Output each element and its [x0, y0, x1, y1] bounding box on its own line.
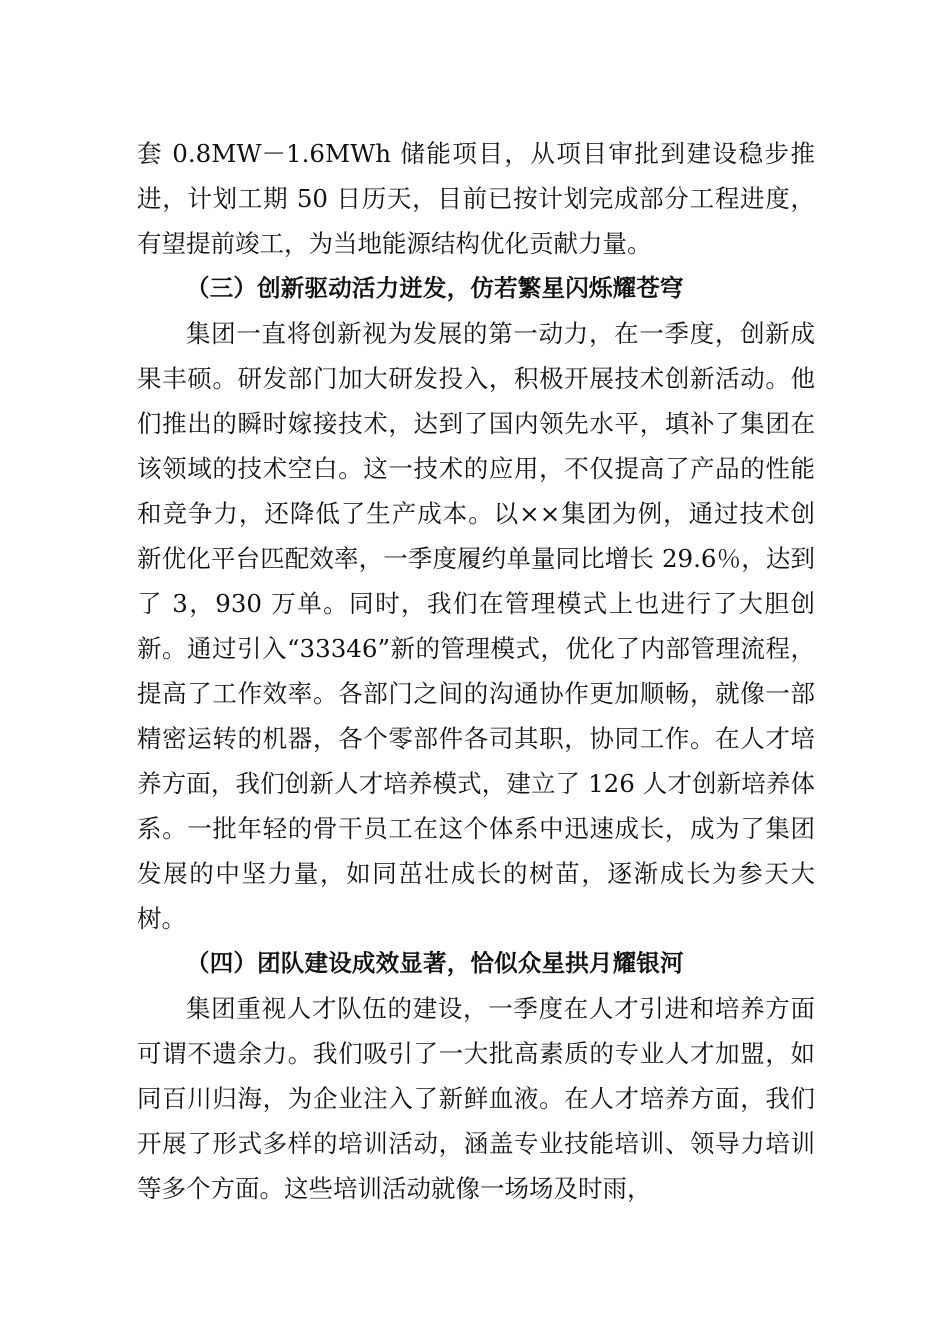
document-body	[137, 131, 815, 1211]
paragraph-project-continued: 套 0.8MW－1.6MWh 储能项目，从项目审批到建设稳步推进，计划工期 50 日历天，目前已按计划完成部分工程进度，有望提前竣工，为当地能源结构优化贡献力量。	[137, 139, 815, 258]
section-heading-innovation: （三）创新驱动活力迸发，仿若繁星闪烁耀苍穹	[186, 274, 684, 302]
section-heading-team-building: （四）团队建设成效显著，恰似众星拱月耀银河	[186, 949, 684, 977]
paragraph-innovation: 集团一直将创新视为发展的第一动力，在一季度，创新成果丰硕。研发部门加大研发投入，积极开展技术创新活动。他们推出的瞬时嫁接技术，达到了国内领先水平，填补了集团在该领域的技术空白。这一技术的应用，不仅提高了产品的性能和竞争力，还降低了生产成本。以××集团为例，通过技术创新优化平台匹配效率，一季度履约单量同比增长 29.6％，达到了 3，930 万单。同时，我们在管理模式上也进行了大胆创新。通过引入“33346”新的管理模式，优化了内部管理流程，提高了工作效率。各部门之间的沟通协作更加顺畅，就像一部精密运转的机器，各个零部件各司其职，协同工作。在人才培养方面，我们创新人才培养模式，建立了 126 人才创新培养体系。一批年轻的骨干员工在这个体系中迅速成长，成为了集团发展的中坚力量，如同茁壮成长的树苗，逐渐成长为参天大树。	[137, 319, 815, 933]
paragraph-team-building: 集团重视人才队伍的建设，一季度在人才引进和培养方面可谓不遗余力。我们吸引了一大批高素质的专业人才加盟，如同百川归海，为企业注入了新鲜血液。在人才培养方面，我们开展了形式多样的培训活动，涵盖专业技能培训、领导力培训等多个方面。这些培训活动就像一场场及时雨，	[137, 994, 815, 1203]
